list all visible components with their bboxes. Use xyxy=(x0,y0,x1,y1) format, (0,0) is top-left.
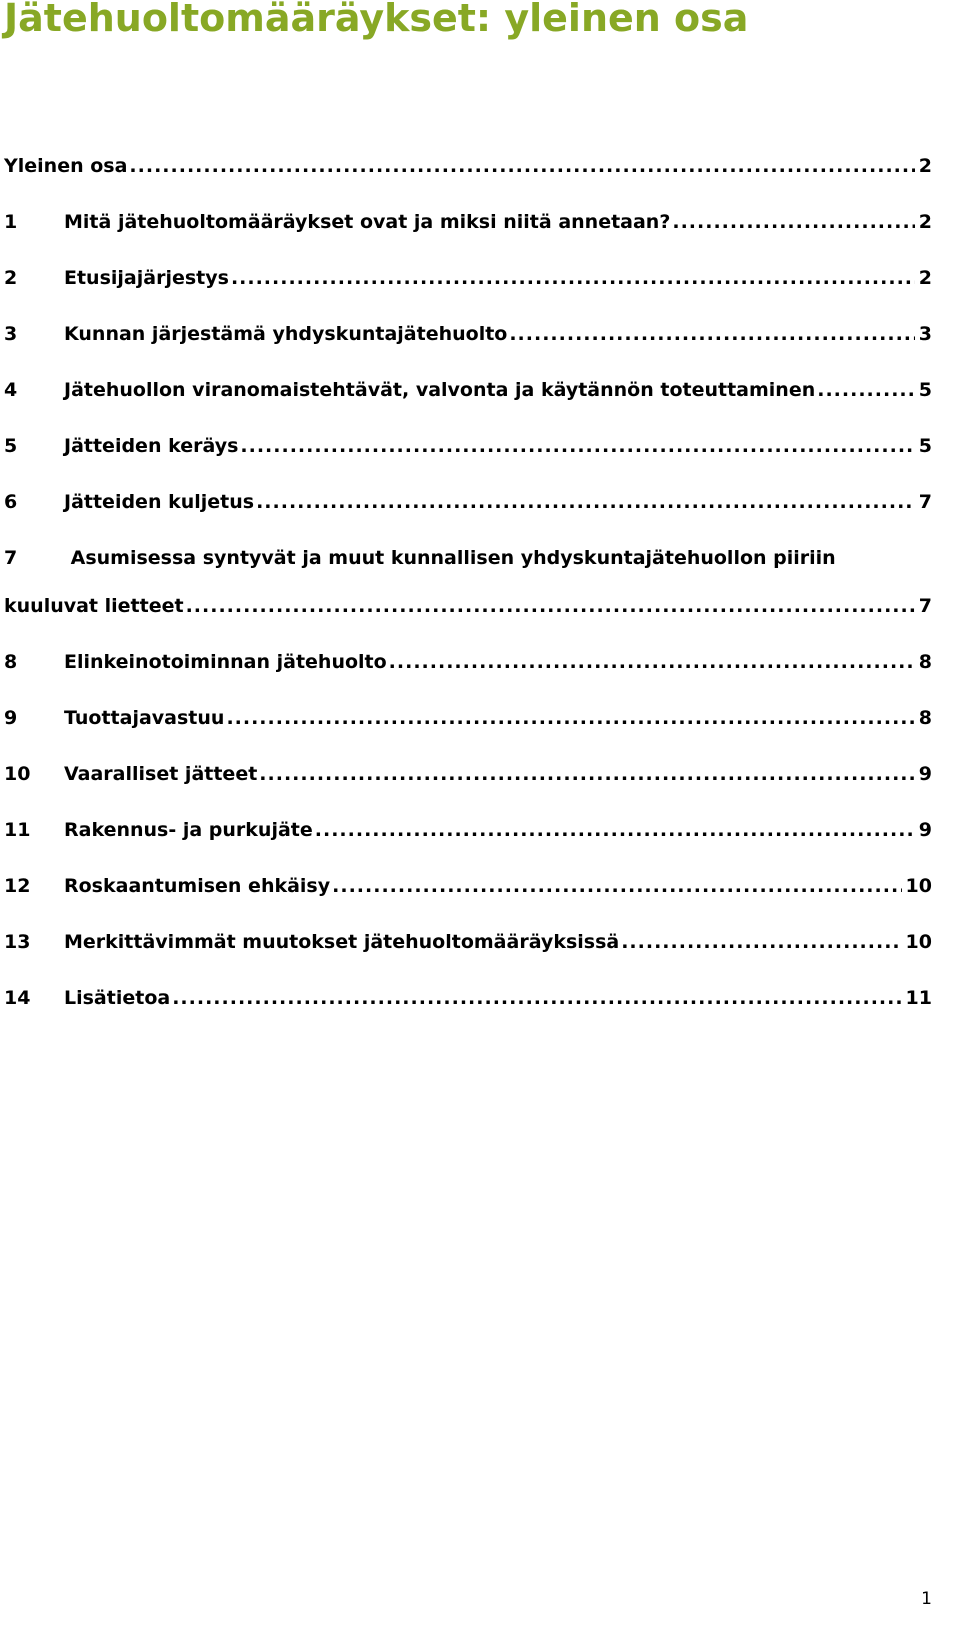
toc-leader-dots xyxy=(259,760,914,788)
toc-entry-text: Jätehuollon viranomaistehtävät, valvonta ja käytännön toteuttaminen xyxy=(64,379,816,401)
toc-entry-5[interactable] xyxy=(4,432,932,488)
toc-entry-number: 12 xyxy=(4,875,31,897)
toc-leader-dots xyxy=(240,432,914,460)
toc-entry-number: 2 xyxy=(4,267,18,289)
toc-leader-dots xyxy=(231,264,915,292)
toc-entry-4[interactable] xyxy=(4,376,932,432)
toc-entry-page: 9 xyxy=(918,819,932,841)
toc-entry-page: 8 xyxy=(918,707,932,729)
toc-entry-number: 4 xyxy=(4,379,18,401)
toc-entry-number: 7 xyxy=(4,547,18,569)
toc-entry-text: Rakennus- ja purkujäte xyxy=(64,819,313,841)
toc-entry-text: Jätteiden keräys xyxy=(64,435,239,457)
toc-entry-number: 6 xyxy=(4,491,18,513)
toc-entry-number: 13 xyxy=(4,931,31,953)
toc-entry-page: 8 xyxy=(918,651,932,673)
toc-leader-dots xyxy=(315,816,915,844)
toc-entry-text: Merkittävimmät muutokset jätehuoltomääräyksissä xyxy=(64,931,620,953)
toc-entry-1[interactable] xyxy=(4,208,932,264)
toc-entry-page: 10 xyxy=(905,931,932,953)
toc-entry-text: Lisätietoa xyxy=(64,987,171,1009)
toc-entry-6[interactable] xyxy=(4,488,932,544)
toc-leader-dots xyxy=(186,592,915,620)
toc-entry-yleinen-osa[interactable] xyxy=(4,152,932,208)
toc-entry-page: 10 xyxy=(905,875,932,897)
toc-entry-11[interactable] xyxy=(4,816,932,872)
page-number: 1 xyxy=(921,1589,932,1609)
toc-entry-number: 8 xyxy=(4,651,18,673)
toc-entry-number: 1 xyxy=(4,211,18,233)
toc-entry-page: 5 xyxy=(918,379,932,401)
table-of-contents xyxy=(4,152,932,1040)
toc-entry-page: 11 xyxy=(905,987,932,1009)
toc-entry-text: Asumisessa syntyvät ja muut kunnallisen yhdyskuntajätehuollon piiriin xyxy=(70,547,836,569)
toc-entry-8[interactable] xyxy=(4,648,932,704)
toc-leader-dots xyxy=(509,320,914,348)
toc-entry-number: 9 xyxy=(4,707,18,729)
toc-entry-text: Tuottajavastuu xyxy=(64,707,225,729)
toc-entry-number: 3 xyxy=(4,323,18,345)
toc-entry-14[interactable] xyxy=(4,984,932,1040)
toc-entry-12[interactable] xyxy=(4,872,932,928)
toc-leader-dots xyxy=(672,208,914,236)
toc-entry-9[interactable] xyxy=(4,704,932,760)
toc-entry-page: 7 xyxy=(918,595,932,617)
toc-entry-text-continued: kuuluvat lietteet xyxy=(4,595,184,617)
toc-leader-dots xyxy=(256,488,915,516)
toc-leader-dots xyxy=(817,376,915,404)
toc-entry-number: 10 xyxy=(4,763,31,785)
toc-entry-text: Kunnan järjestämä yhdyskuntajätehuolto xyxy=(64,323,508,345)
toc-entry-text: Mitä jätehuoltomääräykset ovat ja miksi niitä annetaan? xyxy=(64,211,671,233)
toc-entry-number: 14 xyxy=(4,987,31,1009)
toc-entry-number: 5 xyxy=(4,435,18,457)
toc-entry-page: 2 xyxy=(918,211,932,233)
toc-leader-dots xyxy=(389,648,915,676)
toc-entry-13[interactable] xyxy=(4,928,932,984)
toc-entry-page: 5 xyxy=(918,435,932,457)
toc-entry-text: Vaaralliset jätteet xyxy=(64,763,258,785)
toc-leader-dots xyxy=(332,872,901,900)
toc-entry-page: 9 xyxy=(918,763,932,785)
toc-entry-page: 7 xyxy=(918,491,932,513)
toc-leader-dots xyxy=(129,152,914,180)
toc-entry-text: Elinkeinotoiminnan jätehuolto xyxy=(64,651,387,673)
toc-entry-3[interactable] xyxy=(4,320,932,376)
toc-entry-text: Etusijajärjestys xyxy=(64,267,229,289)
toc-leader-dots xyxy=(621,928,901,956)
toc-entry-2[interactable] xyxy=(4,264,932,320)
toc-entry-page: 2 xyxy=(918,267,932,289)
toc-entry-page: 3 xyxy=(918,323,932,345)
toc-entry-text: Roskaantumisen ehkäisy xyxy=(64,875,331,897)
toc-entry-10[interactable] xyxy=(4,760,932,816)
document-title: Jätehuoltomääräykset: yleinen osa xyxy=(4,0,749,40)
toc-entry-text: Yleinen osa xyxy=(4,155,128,177)
toc-entry-7[interactable] xyxy=(4,544,932,648)
toc-entry-number: 11 xyxy=(4,819,31,841)
toc-leader-dots xyxy=(226,704,914,732)
toc-entry-text: Jätteiden kuljetus xyxy=(64,491,255,513)
toc-leader-dots xyxy=(172,984,901,1012)
toc-entry-page: 2 xyxy=(918,155,932,177)
